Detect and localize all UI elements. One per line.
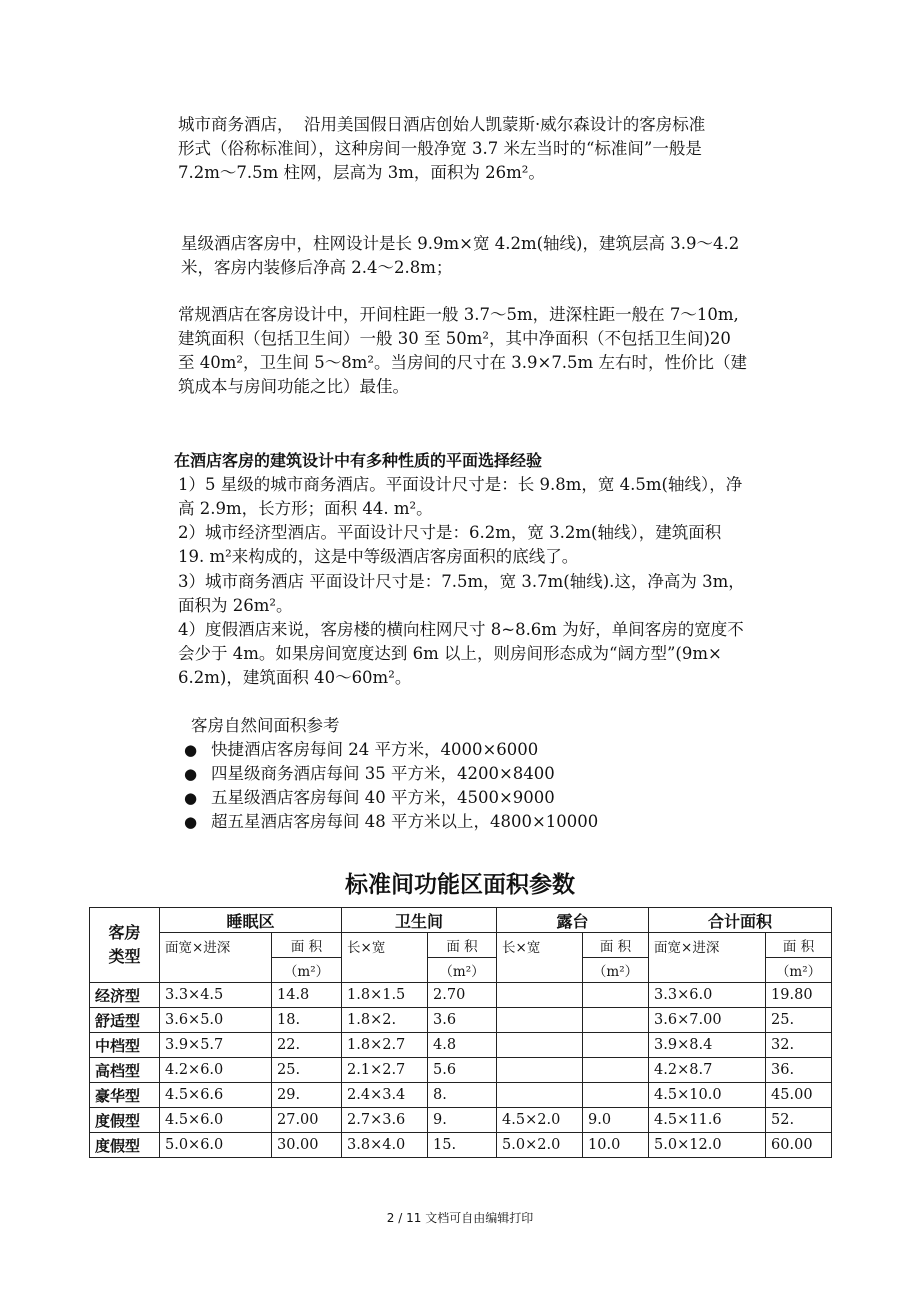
sleep-dim: 5.0×6.0: [160, 1133, 272, 1158]
total-dim: 4.5×10.0: [649, 1083, 766, 1108]
balcony-area: [583, 1008, 649, 1033]
table-row: [90, 1008, 832, 1033]
list-item: 超五星酒店客房每间 48 平方米以上，4800×10000: [211, 812, 599, 831]
text-line: 会少于 4m。如果房间宽度达到 6m 以上，则房间形态成为“阔方型”(9m×: [178, 644, 722, 663]
bath-dim: 2.1×2.7: [342, 1058, 428, 1083]
sleep-area: 30.00: [272, 1133, 342, 1158]
bullet-icon: ●: [184, 789, 198, 807]
text-line: 筑成本与房间功能之比）最佳。: [178, 377, 409, 396]
text-line: 建筑面积（包括卫生间）一般 30 至 50m²，其中净面积（不包括卫生间)20: [178, 329, 731, 348]
bath-dim: 1.8×1.5: [342, 983, 428, 1008]
room-area-table: [89, 907, 832, 1158]
text-line: 1）5 星级的城市商务酒店。平面设计尺寸是：长 9.8m，宽 4.5m(轴线），净: [178, 475, 743, 494]
text-line: 3）城市商务酒店 平面设计尺寸是：7.5m，宽 3.7m(轴线).这，净高为 3m，: [178, 572, 745, 591]
table-row: [90, 1058, 832, 1083]
unit-label: （m²）: [428, 958, 497, 983]
bullet-icon: ●: [184, 765, 198, 783]
list-item: 四星级商务酒店每间 35 平方米，4200×8400: [211, 764, 555, 783]
balcony-dim: 5.0×2.0: [497, 1133, 583, 1158]
bath-area: 2.70: [428, 983, 497, 1008]
total-dim: 4.5×11.6: [649, 1108, 766, 1133]
total-dim: 3.9×8.4: [649, 1033, 766, 1058]
total-dim: 5.0×12.0: [649, 1133, 766, 1158]
total-area: 36.: [766, 1058, 832, 1083]
group-header-sleep: 睡眠区: [160, 908, 342, 933]
bath-area: 5.6: [428, 1058, 497, 1083]
sleep-area: 22.: [272, 1033, 342, 1058]
bath-dim: 2.4×3.4: [342, 1083, 428, 1108]
text-line: 米，客房内装修后净高 2.4～2.8m；: [181, 258, 453, 277]
total-area: 60.00: [766, 1133, 832, 1158]
list-item: 五星级酒店客房每间 40 平方米，4500×9000: [211, 788, 555, 807]
sleep-dim: 4.5×6.0: [160, 1108, 272, 1133]
total-area: 32.: [766, 1033, 832, 1058]
type-header-line-1: 客房: [108, 923, 141, 942]
unit-label: （m²）: [272, 958, 342, 983]
section-heading: 在酒店客房的建筑设计中有多种性质的平面选择经验: [174, 451, 543, 470]
group-header-balcony: 露台: [497, 908, 649, 933]
text-line: 高 2.9m，长方形；面积 44. m²。: [178, 499, 433, 518]
total-area: 19.80: [766, 983, 832, 1008]
bath-dim: 1.8×2.: [342, 1008, 428, 1033]
text-line: 星级酒店客房中，柱网设计是长 9.9m×宽 4.2m(轴线)，建筑层高 3.9～4.2: [181, 234, 740, 253]
list-heading: 客房自然间面积参考: [191, 716, 340, 735]
total-dim: 3.3×6.0: [649, 983, 766, 1008]
sleep-dim: 3.3×4.5: [160, 983, 272, 1008]
total-dim: 3.6×7.00: [649, 1008, 766, 1033]
bath-area: 3.6: [428, 1008, 497, 1033]
balcony-dim: [497, 1033, 583, 1058]
room-type: 舒适型: [90, 1008, 160, 1033]
room-type: 豪华型: [90, 1083, 160, 1108]
total-dim: 4.2×8.7: [649, 1058, 766, 1083]
total-area: 25.: [766, 1008, 832, 1033]
sleep-area: 18.: [272, 1008, 342, 1033]
bath-area: 4.8: [428, 1033, 497, 1058]
room-type: 度假型: [90, 1108, 160, 1133]
balcony-dim: 4.5×2.0: [497, 1108, 583, 1133]
sleep-dim: 4.2×6.0: [160, 1058, 272, 1083]
text-line: 至 40m²，卫生间 5～8m²。当房间的尺寸在 3.9×7.5m 左右时，性价比（建: [178, 353, 747, 372]
balcony-area: [583, 983, 649, 1008]
room-type: 中档型: [90, 1033, 160, 1058]
sleep-area: 14.8: [272, 983, 342, 1008]
bullet-icon: ●: [184, 813, 198, 831]
table-subheader-row: [90, 933, 832, 958]
balcony-area: 9.0: [583, 1108, 649, 1133]
table-row: [90, 1133, 832, 1158]
list-item: 快捷酒店客房每间 24 平方米，4000×6000: [211, 740, 539, 759]
table-row: [90, 983, 832, 1008]
sleep-area: 29.: [272, 1083, 342, 1108]
subheader-balcony-dim: 长×宽: [497, 933, 583, 983]
text-line: 城市商务酒店， 沿用美国假日酒店创始人凯蒙斯·威尔森设计的客房标准: [178, 115, 706, 134]
balcony-dim: [497, 1083, 583, 1108]
balcony-area: [583, 1058, 649, 1083]
text-line: 19. m²来构成的，这是中等级酒店客房面积的底线了。: [178, 547, 579, 566]
bath-area: 8.: [428, 1083, 497, 1108]
balcony-area: 10.0: [583, 1133, 649, 1158]
balcony-area: [583, 1083, 649, 1108]
balcony-dim: [497, 1008, 583, 1033]
bath-area: 9.: [428, 1108, 497, 1133]
sleep-dim: 3.9×5.7: [160, 1033, 272, 1058]
text-line: 6.2m)，建筑面积 40～60m²。: [178, 668, 412, 687]
table-row: [90, 1083, 832, 1108]
table-row: [90, 1033, 832, 1058]
text-line: 常规酒店在客房设计中，开间柱距一般 3.7～5m，进深柱距一般在 7～10m,: [178, 305, 739, 324]
page-footer: 2 / 11 文档可自由编辑打印: [386, 1211, 534, 1225]
type-header-cell: [90, 908, 160, 983]
sleep-dim: 3.6×5.0: [160, 1008, 272, 1033]
subheader-bath-dim: 长×宽: [342, 933, 428, 983]
room-type: 度假型: [90, 1133, 160, 1158]
text-line: 7.2m～7.5m 柱网，层高为 3m，面积为 26m²。: [178, 163, 545, 182]
subheader-total-dim: 面宽×进深: [649, 933, 766, 983]
balcony-dim: [497, 983, 583, 1008]
room-type: 高档型: [90, 1058, 160, 1083]
sleep-dim: 4.5×6.6: [160, 1083, 272, 1108]
subheader-bath-area: 面 积: [428, 933, 497, 958]
subheader-total-area: 面 积: [766, 933, 832, 958]
unit-label: （m²）: [766, 958, 832, 983]
subheader-sleep-area: 面 积: [272, 933, 342, 958]
sleep-area: 25.: [272, 1058, 342, 1083]
bath-dim: 1.8×2.7: [342, 1033, 428, 1058]
text-line: 4）度假酒店来说，客房楼的横向柱网尺寸 8~8.6m 为好，单间客房的宽度不: [178, 620, 744, 639]
unit-label: （m²）: [583, 958, 649, 983]
balcony-area: [583, 1033, 649, 1058]
bath-dim: 2.7×3.6: [342, 1108, 428, 1133]
type-header-line-2: 类型: [108, 947, 141, 966]
subheader-balcony-area: 面 积: [583, 933, 649, 958]
table-row: [90, 1108, 832, 1133]
room-type: 经济型: [90, 983, 160, 1008]
table-header-row: [90, 908, 832, 933]
total-area: 45.00: [766, 1083, 832, 1108]
text-line: 面积为 26m²。: [178, 596, 293, 615]
balcony-dim: [497, 1058, 583, 1083]
group-header-total: 合计面积: [649, 908, 832, 933]
sleep-area: 27.00: [272, 1108, 342, 1133]
text-line: 2）城市经济型酒店。平面设计尺寸是：6.2m，宽 3.2m(轴线），建筑面积: [178, 523, 722, 542]
group-header-bath: 卫生间: [342, 908, 497, 933]
table-title: 标准间功能区面积参数: [345, 872, 575, 898]
total-area: 52.: [766, 1108, 832, 1133]
text-line: 形式（俗称标准间），这种房间一般净宽 3.7 米左当时的“标准间”一般是: [178, 139, 702, 158]
bath-dim: 3.8×4.0: [342, 1133, 428, 1158]
bath-area: 15.: [428, 1133, 497, 1158]
bullet-icon: ●: [184, 741, 198, 759]
subheader-sleep-dim: 面宽×进深: [160, 933, 272, 983]
